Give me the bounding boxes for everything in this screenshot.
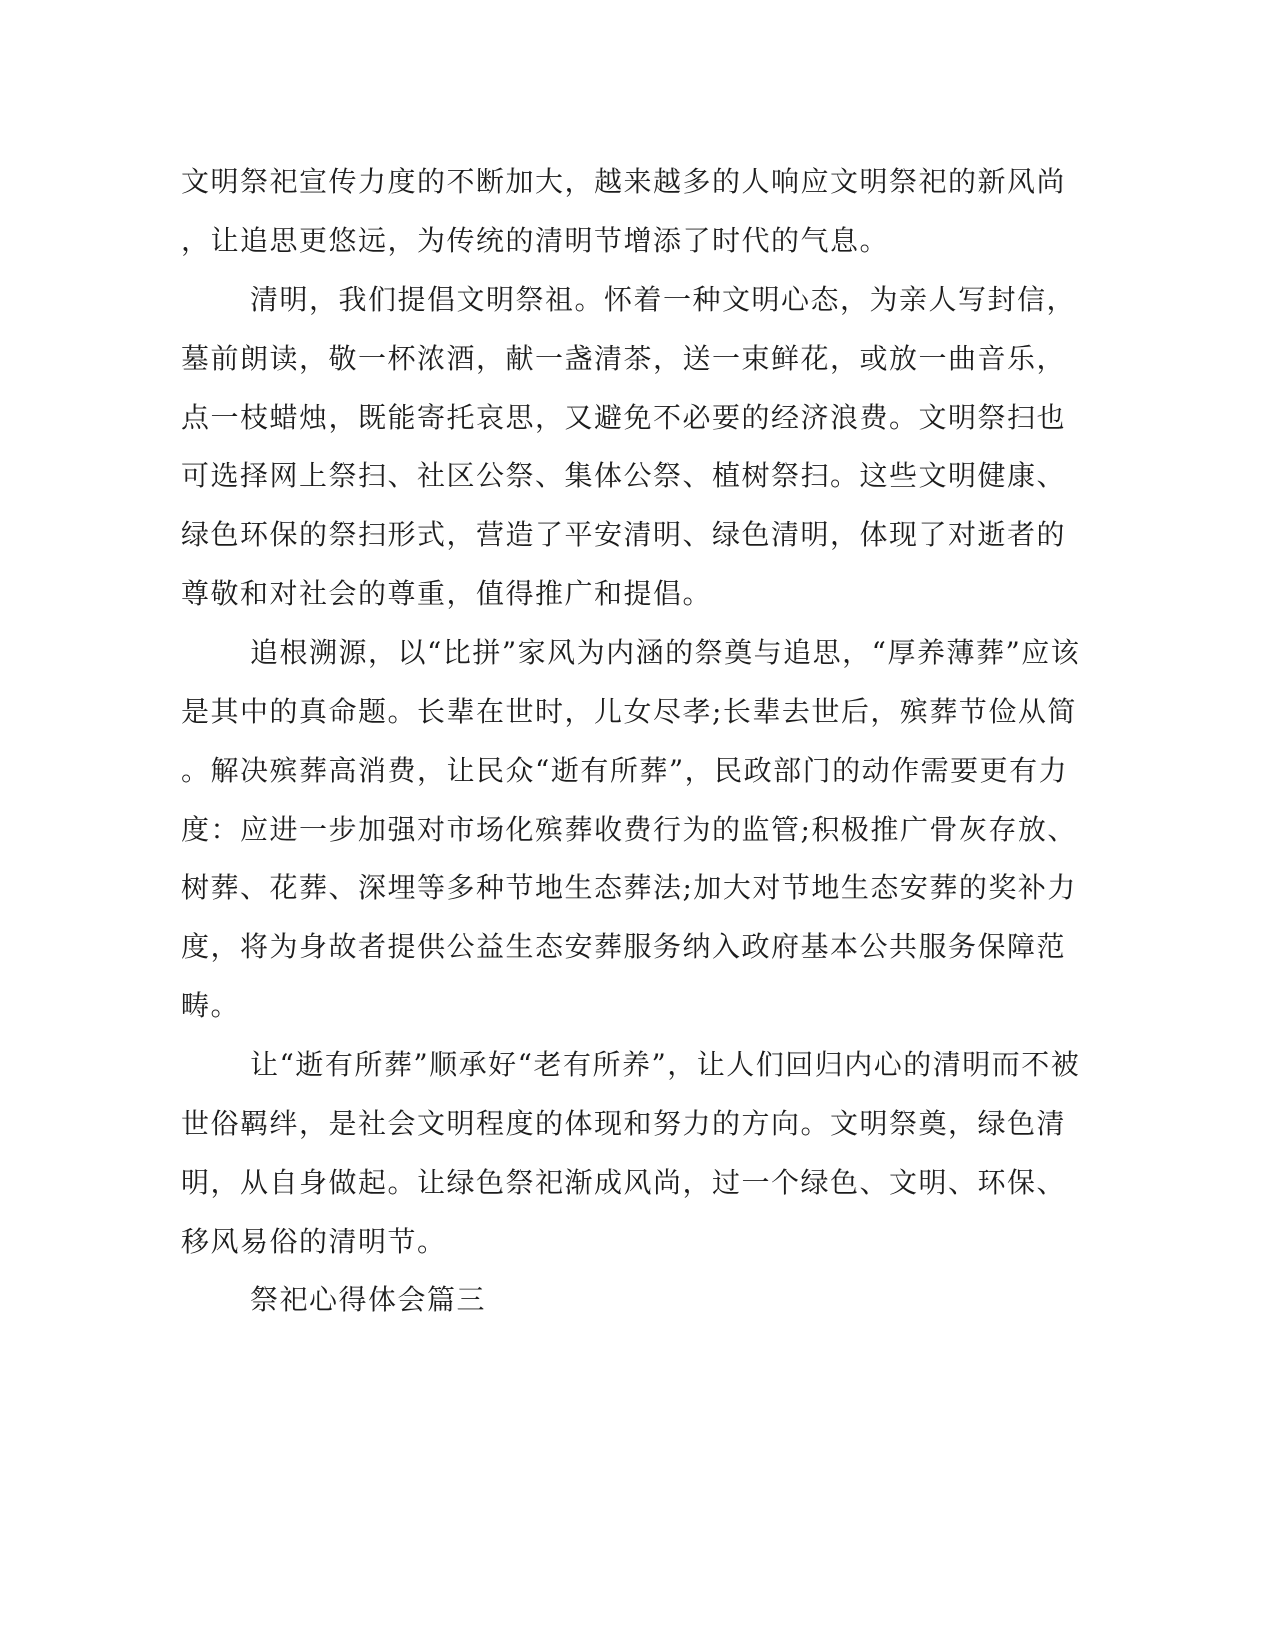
text-line: 绿色环保的祭扫形式，营造了平安清明、绿色清明，体现了对逝者的 [181,518,1067,551]
text-line: 世俗羁绊，是社会文明程度的体现和努力的方向。文明祭奠，绿色清 [181,1107,1067,1140]
text-line: 墓前朗读，敬一杯浓酒，献一盏清茶，送一束鲜花，或放一曲音乐， [181,342,1067,375]
text-line: 明，从自身做起。让绿色祭祀渐成风尚，过一个绿色、文明、环保、 [181,1166,1067,1199]
text-line: 文明祭祀宣传力度的不断加大，越来越多的人响应文明祭祀的新风尚 [181,165,1067,198]
paragraph-first-line: 让“逝有所葬”顺承好“老有所养”，让人们回归内心的清明而不被 [250,1048,1081,1081]
section-heading: 祭祀心得体会篇三 [250,1283,487,1316]
text-line: 可选择网上祭扫、社区公祭、集体公祭、植树祭扫。这些文明健康、 [181,459,1067,492]
text-line: 树葬、花葬、深埋等多种节地生态葬法;加大对节地生态安葬的奖补力 [181,871,1077,904]
text-line: 移风易俗的清明节。 [181,1225,447,1258]
text-line: 畴。 [181,989,241,1022]
text-line: 。解决殡葬高消费，让民众“逝有所葬”，民政部门的动作需要更有力 [181,754,1069,787]
text-line: 是其中的真命题。长辈在世时，儿女尽孝;长辈去世后，殡葬节俭从简 [181,695,1077,728]
text-line: 点一枝蜡烛，既能寄托哀思，又避免不必要的经济浪费。文明祭扫也 [181,401,1067,434]
text-line: 尊敬和对社会的尊重，值得推广和提倡。 [181,577,713,610]
paragraph-first-line: 清明，我们提倡文明祭祖。怀着一种文明心态，为亲人写封信， [250,283,1077,316]
text-line: 度，将为身故者提供公益生态安葬服务纳入政府基本公共服务保障范 [181,930,1067,963]
paragraph-first-line: 追根溯源，以“比拼”家风为内涵的祭奠与追思，“厚养薄葬”应该 [250,636,1081,669]
text-line: ，让追思更悠远，为传统的清明节增添了时代的气息。 [181,224,890,257]
text-line: 度：应进一步加强对市场化殡葬收费行为的监管;积极推广骨灰存放、 [181,813,1077,846]
